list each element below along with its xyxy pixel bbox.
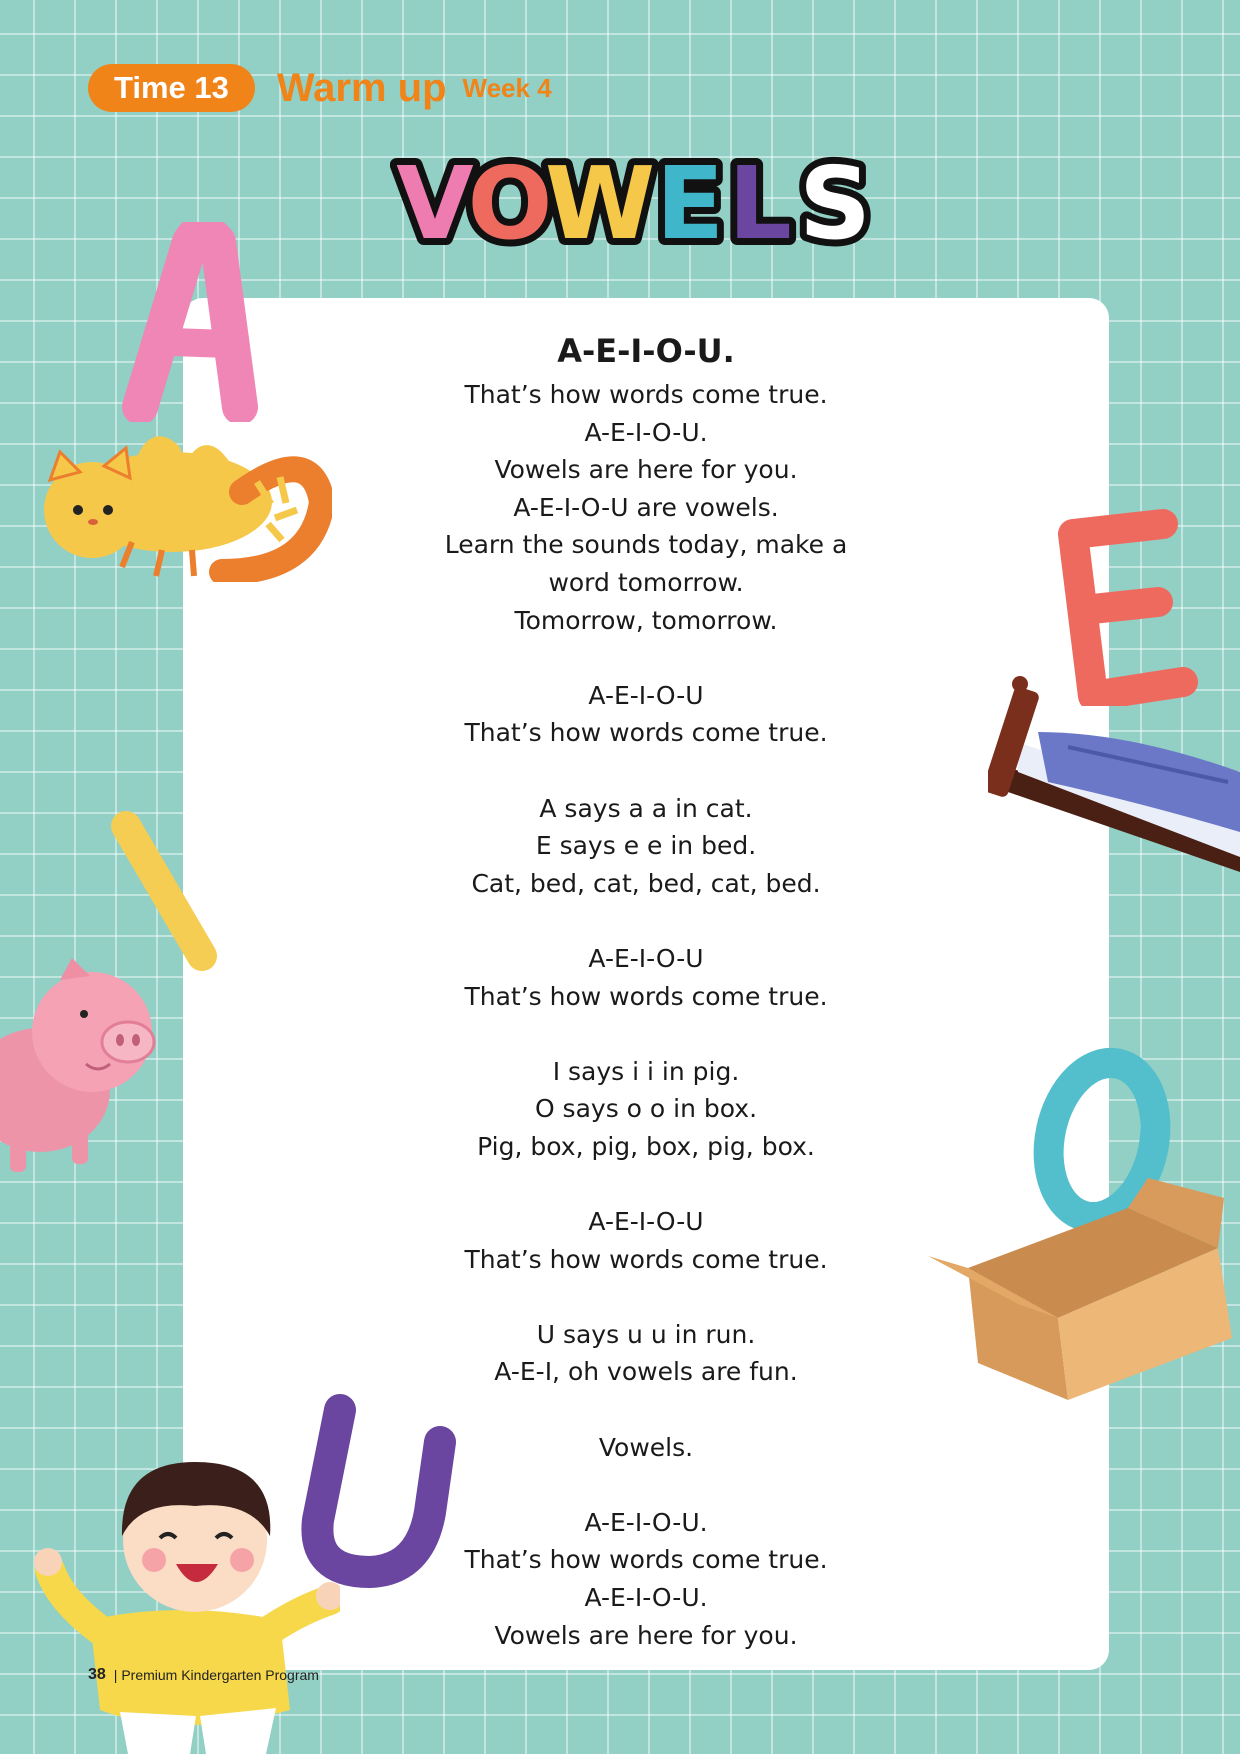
pig-illustration: [0, 950, 170, 1180]
lyric-line: A-E-I-O-U are vowels.: [513, 492, 779, 522]
lyric-line: A says a a in cat.: [539, 793, 753, 823]
boy-illustration: [30, 1450, 340, 1754]
lyric-line: That’s how words come true.: [464, 1545, 828, 1575]
lyric-line: That’s how words come true.: [464, 1244, 828, 1274]
lyric-line: Pig, box, pig, box, pig, box.: [477, 1131, 815, 1161]
letter-a-decoration: [110, 222, 270, 422]
lyric-line: A-E-I, oh vowels are fun.: [494, 1357, 798, 1387]
lyric-line: Vowels.: [598, 1432, 694, 1462]
lyric-line: A-E-I-O-U.: [557, 332, 735, 370]
lyric-line: Learn the sounds today, make a: [444, 530, 848, 560]
box-illustration: [928, 1168, 1240, 1408]
lyric-line: Vowels are here for you.: [494, 1620, 798, 1650]
lyric-line: O says o o in box.: [534, 1094, 758, 1124]
week-label: Week 4: [462, 72, 552, 103]
page-header: [88, 64, 552, 112]
program-name: | Premium Kindergarten Program: [113, 1667, 319, 1683]
lyric-line: word tomorrow.: [548, 567, 744, 597]
title-letter-s: S: [798, 145, 872, 262]
title-letter-e: E: [655, 145, 725, 262]
title-letter-o: O: [467, 145, 553, 262]
lyric-line: Tomorrow, tomorrow.: [514, 605, 778, 635]
page-footer: [88, 1666, 319, 1684]
lyric-line: A-E-I-O-U: [588, 943, 704, 973]
stanza-break: [183, 1015, 1109, 1053]
lyric-line: U says u u in run.: [536, 1319, 756, 1349]
lyric-line: A-E-I-O-U.: [584, 417, 708, 447]
title-letter-l: L: [728, 145, 792, 262]
lyric-line: Vowels are here for you.: [494, 455, 798, 485]
vowels-title: [390, 138, 890, 268]
lyric-line: I says i i in pig.: [552, 1056, 740, 1086]
time-badge: Time 13: [88, 64, 255, 112]
lyric-line: A-E-I-O-U: [588, 680, 704, 710]
lyric-line: A-E-I-O-U.: [584, 1507, 708, 1537]
title-letter-w: W: [544, 145, 656, 262]
stanza-break: [183, 639, 1109, 677]
stanza-break: [183, 902, 1109, 940]
section-title: Warm up: [276, 65, 447, 110]
title-letter-v: V: [396, 145, 474, 262]
bed-illustration: [988, 672, 1240, 872]
lyric-line: E says e e in bed.: [535, 831, 757, 861]
lyric-line: That’s how words come true.: [464, 380, 828, 409]
cat-illustration: [22, 422, 332, 582]
lyric-line: That’s how words come true.: [464, 981, 828, 1011]
lyric-line: A-E-I-O-U.: [584, 1583, 708, 1612]
page-number: 38: [88, 1666, 106, 1683]
lyric-line: A-E-I-O-U: [588, 1207, 704, 1237]
lyric-line: Cat, bed, cat, bed, cat, bed.: [471, 868, 821, 898]
stanza-break: [183, 752, 1109, 790]
lyric-line: That’s how words come true.: [464, 718, 828, 748]
